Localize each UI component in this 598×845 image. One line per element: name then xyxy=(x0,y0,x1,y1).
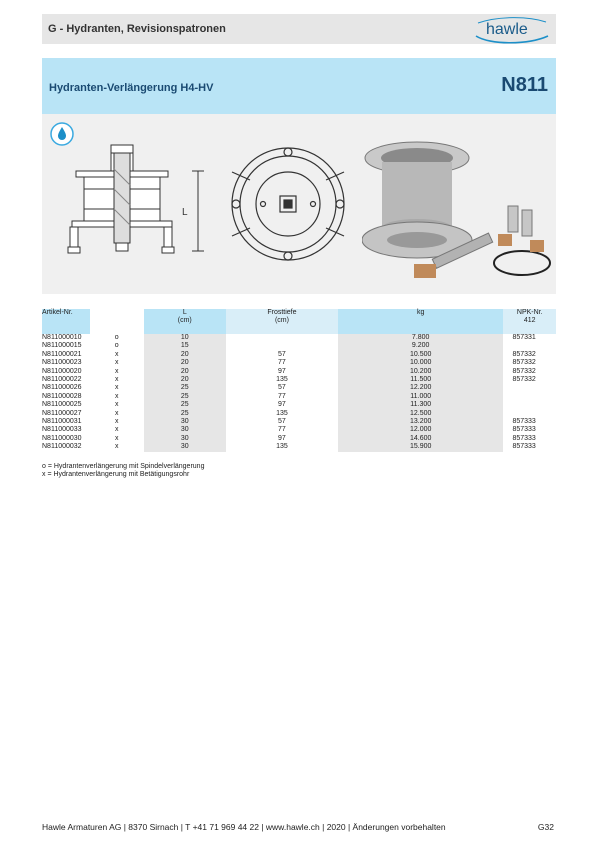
cell-artikel: N811000028 xyxy=(42,392,82,400)
section-drawing xyxy=(64,139,224,269)
col-header-npk: NPK-Nr. 412 xyxy=(503,309,556,334)
logo-text: hawle xyxy=(486,21,528,38)
cell-artikel: N811000026 xyxy=(42,384,82,392)
product-header xyxy=(42,58,556,114)
article-table xyxy=(42,309,556,452)
cell-length: 30 xyxy=(144,443,226,451)
cell-npk xyxy=(503,410,556,418)
cell-type: x xyxy=(114,409,119,417)
cell-type: x xyxy=(114,443,119,451)
col-header-frosttiefe: Frosttiefe (cm) xyxy=(226,309,338,334)
cell-weight: 9.200 xyxy=(338,342,504,350)
table-row xyxy=(42,384,556,392)
cell-frosttiefe xyxy=(226,342,338,350)
cell-frosttiefe: 135 xyxy=(276,409,288,417)
table-row xyxy=(42,418,556,426)
page-number: G32 xyxy=(537,822,554,832)
table-row xyxy=(42,376,556,384)
cell-frosttiefe xyxy=(226,334,338,342)
table-row xyxy=(42,410,556,418)
cell-frosttiefe: 77 xyxy=(278,392,286,400)
cell-weight: 12.500 xyxy=(338,410,504,418)
top-view-drawing xyxy=(228,144,348,264)
legend-x: x = Hydrantenverlängerung mit Betätigungsrohr xyxy=(42,471,190,478)
cell-npk: 857331 xyxy=(512,334,536,341)
cell-artikel: N811000033 xyxy=(42,426,82,434)
cell-weight: 13.200 xyxy=(338,418,504,426)
cell-frosttiefe: 57 xyxy=(278,384,286,392)
cell-length: 10 xyxy=(144,334,226,342)
cell-artikel: N811000015 xyxy=(42,342,82,350)
cell-frosttiefe: 135 xyxy=(276,443,288,451)
cell-length: 25 xyxy=(144,384,226,392)
cell-length: 30 xyxy=(144,418,226,426)
cell-artikel: N811000021 xyxy=(42,350,82,358)
cell-length: 20 xyxy=(144,359,226,367)
table-row xyxy=(42,334,556,342)
table-row xyxy=(42,351,556,359)
cell-artikel: N811000027 xyxy=(42,409,82,417)
table-row xyxy=(42,443,556,451)
cell-type: o xyxy=(114,334,119,341)
cell-weight: 10.000 xyxy=(338,359,504,367)
cell-weight: 11.300 xyxy=(338,401,504,409)
cell-type: x xyxy=(114,434,119,442)
cell-artikel: N811000023 xyxy=(42,359,82,367)
cell-length: 25 xyxy=(144,410,226,418)
cell-frosttiefe: 57 xyxy=(278,350,286,358)
cell-length: 20 xyxy=(144,376,226,384)
table-row xyxy=(42,368,556,376)
product-photo xyxy=(362,128,552,288)
cell-npk: 857332 xyxy=(512,359,536,367)
table-row xyxy=(42,342,556,350)
cell-frosttiefe: 57 xyxy=(278,418,286,426)
cell-weight: 12.000 xyxy=(338,426,504,434)
cell-type: x xyxy=(114,426,119,434)
table-row xyxy=(42,359,556,367)
cell-frosttiefe: 135 xyxy=(276,376,288,384)
cell-weight: 12.200 xyxy=(338,384,504,392)
cell-npk xyxy=(503,342,556,350)
cell-npk: 857332 xyxy=(512,367,536,375)
cell-artikel: N811000025 xyxy=(42,401,82,409)
cell-npk: 857333 xyxy=(512,418,536,426)
legend-o: o = Hydrantenverlängerung mit Spindelverlängerung xyxy=(42,463,205,470)
cell-length: 30 xyxy=(144,426,226,434)
cell-frosttiefe: 97 xyxy=(278,434,286,442)
cell-npk xyxy=(503,393,556,401)
cell-npk xyxy=(503,384,556,392)
cell-length: 15 xyxy=(144,342,226,350)
cell-frosttiefe: 77 xyxy=(278,359,286,367)
cell-artikel: N811000010 xyxy=(42,334,82,341)
cell-artikel: N811000020 xyxy=(42,367,82,375)
cell-type: x xyxy=(114,350,119,358)
cell-weight: 10.200 xyxy=(338,368,504,376)
cell-artikel: N811000032 xyxy=(42,443,82,451)
table-row xyxy=(42,401,556,409)
cell-weight: 11.500 xyxy=(338,376,504,384)
cell-weight: 15.900 xyxy=(338,443,504,451)
col-header-artikel: Artikel-Nr. xyxy=(42,309,90,334)
col-header-length: L (cm) xyxy=(144,309,226,334)
cell-npk: 857332 xyxy=(512,376,536,384)
cell-length: 20 xyxy=(144,351,226,359)
cell-length: 30 xyxy=(144,435,226,443)
hawle-logo xyxy=(468,14,552,44)
cell-length: 25 xyxy=(144,401,226,409)
table-header-row xyxy=(42,309,556,334)
col-header-type xyxy=(90,309,144,334)
cell-type: x xyxy=(114,392,119,400)
col-header-weight: kg xyxy=(338,309,504,334)
footer-text: Hawle Armaturen AG | 8370 Sirnach | T +41 71 969 44 22 | www.hawle.ch | 2020 | Änderungen vorbehalten xyxy=(42,822,446,832)
table-row xyxy=(42,393,556,401)
cell-npk: 857333 xyxy=(512,426,536,434)
product-code: N811 xyxy=(501,74,548,96)
dimension-label: L xyxy=(182,207,188,218)
cell-weight: 11.000 xyxy=(338,393,504,401)
cell-artikel: N811000022 xyxy=(42,376,82,384)
cell-type: x xyxy=(114,384,119,392)
section-title: G - Hydranten, Revisionspatronen xyxy=(48,23,226,35)
cell-weight: 14.600 xyxy=(338,435,504,443)
table-row xyxy=(42,426,556,434)
cell-length: 25 xyxy=(144,393,226,401)
cell-frosttiefe: 77 xyxy=(278,426,286,434)
cell-type: x xyxy=(114,359,119,367)
cell-npk: 857333 xyxy=(512,443,536,451)
cell-frosttiefe: 97 xyxy=(278,401,286,409)
page-header xyxy=(42,14,556,44)
cell-weight: 7.800 xyxy=(338,334,504,342)
cell-type: x xyxy=(114,401,119,409)
cell-artikel: N811000031 xyxy=(42,418,82,426)
cell-type: x xyxy=(114,418,119,426)
product-title: Hydranten-Verlängerung H4-HV xyxy=(49,82,214,94)
product-illustration xyxy=(42,114,556,294)
table-row xyxy=(42,435,556,443)
cell-frosttiefe: 97 xyxy=(278,367,286,375)
cell-type: x xyxy=(114,376,119,384)
cell-artikel: N811000030 xyxy=(42,434,82,442)
cell-npk: 857332 xyxy=(512,350,536,358)
cell-type: x xyxy=(114,367,119,375)
legend xyxy=(42,463,204,479)
cell-weight: 10.500 xyxy=(338,351,504,359)
cell-npk xyxy=(503,401,556,409)
cell-type: o xyxy=(114,342,119,350)
cell-length: 20 xyxy=(144,368,226,376)
cell-npk: 857333 xyxy=(512,434,536,442)
